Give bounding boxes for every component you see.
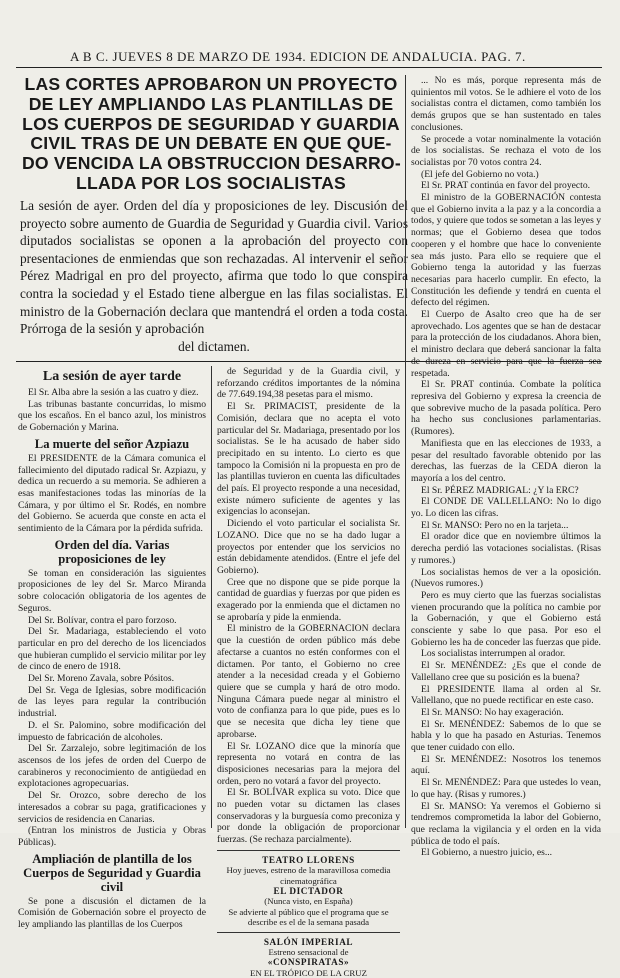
paragraph: Del Sr. Madariaga, estableciendo el voto particular en pro del derecho de los licenciados que hubieran cumplido el servicio militar por ley de cinco de enero de 1918. [18, 626, 206, 673]
paragraph: El Sr. BOLÍVAR explica su voto. Dice que no pueden votar su dictamen las clases conservadoras y la burguesía como preconiza y por donde la obligación de proporcionar fuerzas. (Se rechaza parcialmente). [217, 787, 400, 846]
paragraph: Las tribunas bastante concurridas, lo mismo que los escaños. En el banco azul, los ministros de Gobernación y Marina. [18, 398, 206, 434]
paragraph: El PRESIDENTE de la Cámara comunica el fallecimiento del diputado radical Sr. Azpiazu, y dedica un recuerdo a su memoria. Se adhieren a esas manifestaciones todas las minorías de la Cámara, y por último el Sr. Rodés, en nombre del Gobierno. Se acuerda que conste en acta el sentimiento de la Cámara por la pérdida sufrida. [18, 452, 206, 535]
lead-summary [20, 197, 408, 355]
paragraph: El Sr. PRAT continúa en favor del proyecto. [421, 180, 591, 192]
headline-line: LLADA POR LOS SOCIALISTAS [76, 172, 346, 193]
column-3 [411, 75, 601, 859]
paragraph: El CONDE DE VALLELLANO: No lo digo yo. Lo dicen las cifras. [411, 496, 601, 520]
header-rule [16, 67, 602, 68]
paragraph: El Sr. LOZANO dice que la minoría que representa no votará en contra de las disposiciones necesarias para la mejora del orden, pero no votará a favor del proyecto. [217, 740, 400, 787]
paragraph: Los socialistas interrumpen al orador. [421, 648, 566, 660]
headline-line: LAS CORTES APROBARON UN PROYECTO [24, 74, 398, 94]
column-divider [211, 366, 212, 828]
headline-line: DE LEY AMPLIANDO LAS PLANTILLAS DE [28, 93, 394, 114]
paragraph: Del Sr. Bolívar, contra el paro forzoso. [28, 614, 177, 626]
paragraph: El PRESIDENTE llama al orden al Sr. Vallellano, que no puede rectificar en este caso. [411, 683, 601, 707]
paragraph: Del Sr. Vega de Iglesias, sobre modificación de las leyes para regular la contribución industrial. [18, 684, 206, 720]
paragraph: Del Sr. Moreno Zavala, sobre Pósitos. [28, 673, 175, 685]
paragraph: Del Sr. Zarzalejo, sobre legitimación de los ascensos de los jefes de orden del Cuerpo de carabineros y reconocimiento de antigüedad en explotaciones agropecuarias. [18, 743, 206, 790]
column-2 [217, 366, 400, 978]
paragraph: Se pone a discusión el dictamen de la Comisión de Gobernación sobre el proyecto de ley ampliando las plantillas de los Cuerpos [18, 895, 206, 931]
lead-last-line: del dictamen. [178, 338, 250, 354]
paragraph: Los socialistas hemos de ver a la oposición. (Nuevos rumores.) [411, 566, 601, 590]
paragraph: El Sr. MENÉNDEZ: Para que ustedes lo vean, lo que hay. (Risas y rumores.) [411, 777, 601, 800]
headline-line: DO VENCIDA LA OBSTRUCCION DESARRO- [22, 153, 401, 174]
ad-rule [217, 932, 400, 933]
section-heading: Orden del día. Varias proposiciones de ley [54, 537, 170, 566]
paragraph: El Sr. MANSO: Ya veremos el Gobierno si tendremos comprometida la labor del Gobierno, que reclama la vigilancia y el orden en la vida pública de todo el país. [411, 800, 601, 847]
paragraph: El Sr. Alba abre la sesión a las cuatro y diez. [28, 387, 199, 398]
headline-line: CIVIL TRAS DE UN DEBATE EN QUE QUE- [30, 133, 392, 154]
paragraph: Se procede a votar nominalmente la votación de los socialistas. Se rechaza el voto de los socialistas por 70 votos contra 24. [411, 133, 601, 168]
column-divider [405, 75, 406, 828]
ad-line: (Nunca visto, en España) [264, 896, 353, 907]
main-headline [22, 75, 400, 194]
headline-line: LOS CUERPOS DE SEGURIDAD Y GUARDIA [22, 113, 400, 134]
section-heading: Ampliación de plantilla de los Cuerpos de Seguridad y Guardia civil [23, 851, 201, 894]
paragraph: (El jefe del Gobierno no vota.) [421, 168, 539, 180]
ad-line: Estreno sensacional de [268, 947, 349, 958]
paragraph: (Entran los ministros de Justicia y Obras Públicas). [18, 825, 206, 848]
page-header: A B C. JUEVES 8 DE MARZO DE 1934. EDICION DE ANDALUCIA. PAG. 7. [70, 49, 526, 64]
lead-text: La sesión de ayer. Orden del día y proposiciones de ley. Discusión del proyecto sobre aumento de Guardia de Seguridad y Guardia civil. Varios diputados socialistas se oponen a la aprobación del proyecto con presentaciones de enmiendas que son rechazadas. Al intervenir el señor Pérez Madrigal en pro del proyecto, afirma que todo lo que conspira contra la sociedad y el Estado tiene albergue en las filas socialistas. El ministro de la Gobernación declara que mantendrá el orden a toda costa. Prórroga de la sesión y aprobación [20, 198, 408, 337]
paragraph: Diciendo el voto particular el socialista Sr. LOZANO. Dice que no se ha dado lugar a proyectos por entender que los servicios no están debidamente atendidos. (Entre el jefe del Gobierno). [217, 518, 400, 576]
section-heading: La muerte del señor Azpiazu [34, 436, 190, 451]
paragraph: El orador dice que en noviembre últimos la derecha perdió las votaciones socialistas. (Risas y rumores.) [411, 531, 601, 566]
ad-title: TEATRO LLORENS [262, 854, 355, 865]
ad-line: EL DICTADOR [273, 886, 344, 897]
paragraph: Pero es muy cierto que las fuerzas socialistas vienen procurando que la política no cambie por la Gobernación, y que el Gobierno está consciente y sabe lo que pasa. Por eso el Gobierno les ha de conceder las fuerzas que pide. [411, 589, 601, 648]
paragraph: D. el Sr. Palomino, sobre modificación del impuesto de fabricación de alcoholes. [18, 719, 206, 743]
paragraph: El Sr. PÉREZ MADRIGAL: ¿Y la ERC? [421, 484, 579, 496]
paragraph: ... No es más, porque representa más de quinientos mil votos. Se le adhiere el voto de los socialistas contra el dictamen, como también los demás grupos que se han sustentado en tales conclusiones. [411, 75, 601, 133]
ad-line: EN EL TRÓPICO DE LA CRUZ [249, 967, 368, 978]
paragraph: El ministro de la GOBERNACIÓN contesta que el Gobierno invita a la paz y a la concordia a todos, y quiere que todos se sometan a las leyes y normas; que el Gobierno desea que todos cooperen y el hombre que hace lo conveniente sea más justo. Para ello se requiere que el Gobierno tenga la autoridad y las fuerzas necesarias para hacerlo cumplir. En efecto, la Constitución les defiende y tendrá en cuenta el defecto del régimen. [411, 192, 601, 309]
ad-title: SALÓN IMPERIAL [263, 936, 354, 947]
paragraph: Manifiesta que en las elecciones de 1933, a pesar del resultado favorable obtenido por las derechas, las fuerzas de la CEDA dieron la mayoría a los del centro. [411, 437, 601, 484]
paragraph: El Sr. MENÉNDEZ: Nosotros los tenemos aquí. [411, 753, 601, 777]
paragraph: El Sr. MENÉNDEZ: Sabemos de lo que se habla y lo que ha pasado en Asturias. Tenemos que tener cuidado con ello. [411, 718, 601, 754]
paragraph: El ministro de la GOBERNACION declara que la cuestión de orden público más debe afectarse a cuantos no estén conformes con el dictamen. Por tanto, el Gobierno no cree atender a la necesidad creada y el Gobierno quiere que se cumpla y hará de otro modo. Ninguna Cámara puede negar al ministro el voto de confianza para lo que pide, pues es lo que se necesita que dicha ley tiene que aprobarse. [217, 623, 400, 740]
paragraph: Se toman en consideración las siguientes proposiciones de ley del Sr. Marco Miranda sobre colocación obligatoria de los agentes de Seguros. [18, 567, 206, 614]
paragraph: El Gobierno, a nuestro juicio, es... [421, 847, 553, 859]
paragraph: El Sr. MANSO: No hay exageración. [421, 706, 564, 718]
paragraph: Del Sr. Orozco, sobre derecho de los interesados a cobrar su paga, gratificaciones y servicios de residencia en Canarias. [18, 790, 206, 825]
paragraph: El Sr. MANSO: Pero no en la tarjeta... [421, 519, 569, 531]
theater-advertisement [217, 855, 400, 978]
paragraph: El Sr. PRAT continúa. Combate la política represiva del Gobierno y expresa la creencia de que sobrevive mucho de la pasada política. Pero ha hecho sus conclusiones parlamentarias. (Rumores). [411, 379, 601, 438]
ad-rule [217, 850, 400, 851]
paragraph: El Sr. PRIMACIST, presidente de la Comisión, declara que no acepta el voto particular del Sr. Madariaga, presentado por los socialistas. Se le ha acusado de haber sido precipitado en su intento. Lo cierto es que tampoco la Comisión ni la propuesta en pro de las plantillas tuvieron en cuenta las dificultades del país. El proyecto responde a una necesidad, existe número suficiente de agentes y las exigencias lo aconsejan. [217, 401, 400, 518]
paragraph: El Cuerpo de Asalto creo que ha de ser aprovechado. Los agentes que se han de destacar para la protección de los ciudadanos. Ahora bien, el ministro declara que deberá sancionar la falta de dureza en servicio para que la fuerza sea respetada. [411, 309, 601, 379]
ad-line: «CONSPIRATAS» [267, 957, 350, 968]
section-heading: La sesión de ayer tarde [42, 369, 182, 384]
paragraph: El Sr. MENÉNDEZ: ¿Es que el conde de Vallellano cree que su posición es la buena? [411, 660, 601, 683]
ad-line: Hoy jueves, estreno de la maravillosa comedia cinematográfica [226, 865, 391, 886]
paragraph: Cree que no dispone que se pide porque la cantidad de guardias y fuerzas por que piden es exagerado por la enmienda que el dictamen no se aprobaría y pide la enmienda. [217, 576, 400, 623]
paragraph: de Seguridad y de la Guardia civil, y reforzando créditos importantes de la nómina de 77.649.194,38 pesetas para el mismo. [217, 366, 400, 401]
ad-line: Se advierte al público que el programa que se describe es el de la semana pasada [228, 906, 389, 928]
column-1 [18, 366, 206, 931]
